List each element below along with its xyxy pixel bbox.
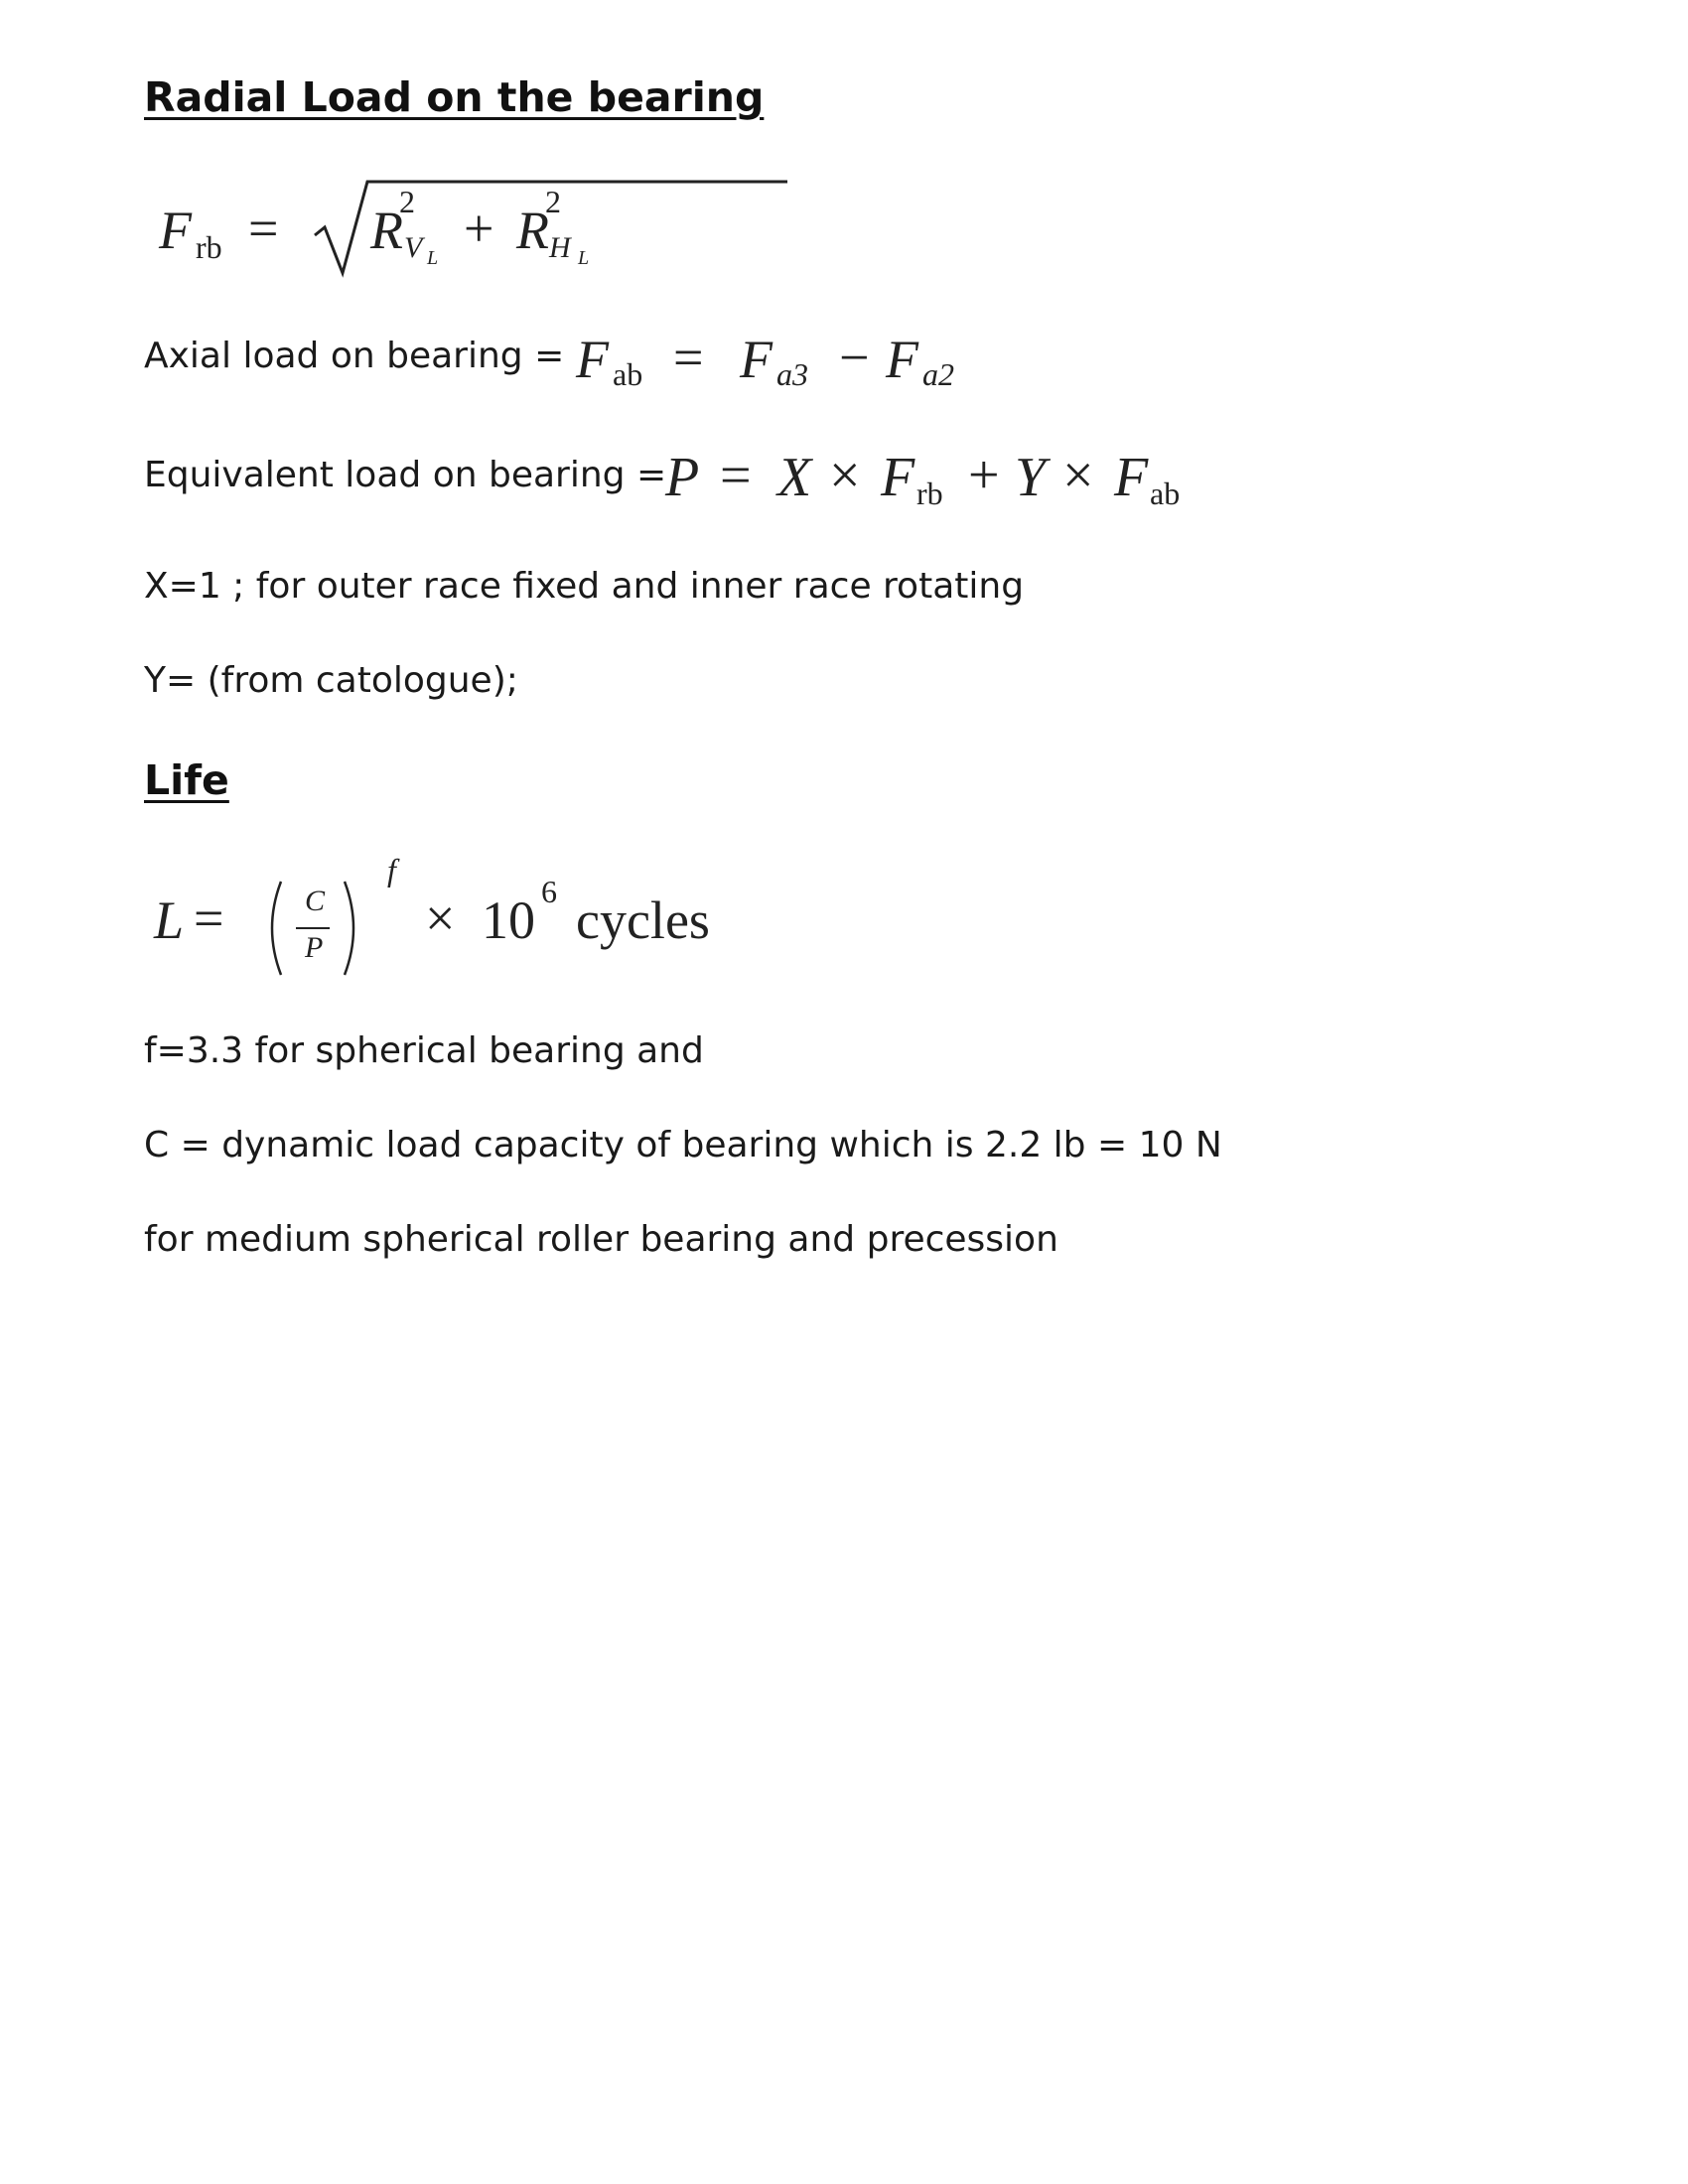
y-symbol: Y: [1015, 447, 1047, 508]
ten-base: 10: [482, 890, 535, 950]
radial-load-formula: [154, 174, 650, 293]
fa3-subscript: a3: [776, 356, 808, 392]
six-exponent: 6: [541, 874, 557, 909]
minus-sign: −: [839, 328, 870, 387]
fab-symbol: F: [576, 330, 609, 389]
cycles-unit: cycles: [576, 890, 710, 950]
p-symbol: P: [665, 447, 700, 508]
rh-superscript: 2: [545, 184, 561, 219]
rv-subsubscript: L: [427, 247, 439, 269]
equals-sign: =: [248, 199, 279, 258]
x-value-note: X=1 ; for outer race fixed and inner race rotating: [144, 566, 1025, 607]
equals-sign: =: [720, 445, 752, 506]
times-sign: ×: [425, 888, 456, 948]
frb-subscript: rb: [196, 229, 222, 265]
equals-sign: =: [673, 328, 704, 387]
rh-subscript: H: [549, 231, 571, 264]
equivalent-load-formula: [665, 445, 1221, 524]
life-heading: Life: [144, 756, 229, 804]
fab-subscript: ab: [613, 356, 643, 392]
rh-subsubscript: L: [578, 247, 590, 269]
plus-sign: +: [464, 199, 494, 258]
rv-subscript: V: [404, 231, 423, 264]
rh-symbol: R: [516, 201, 549, 260]
x-symbol: X: [777, 447, 812, 508]
rv-symbol: R: [370, 201, 403, 260]
life-formula: [154, 854, 750, 993]
medium-bearing-note: for medium spherical roller bearing and precession: [144, 1219, 1058, 1260]
f-value-note: f=3.3 for spherical bearing and: [144, 1030, 704, 1071]
fa2-symbol: F: [886, 330, 918, 389]
c-numerator: C: [305, 885, 326, 917]
l-symbol: L: [154, 890, 185, 950]
fa2-subscript: a2: [922, 356, 954, 392]
times-sign: ×: [829, 445, 861, 506]
c-value-note: C = dynamic load capacity of bearing which is 2.2 lb = 10 N: [144, 1125, 1222, 1165]
f-exponent: f: [387, 852, 396, 887]
equivalent-load-label: Equivalent load on bearing =: [144, 455, 667, 495]
fab-symbol: F: [1114, 447, 1149, 508]
equals-sign: =: [194, 888, 224, 948]
frb-symbol: F: [159, 201, 192, 260]
axial-load-formula: [576, 328, 993, 407]
frb-subscript: rb: [916, 476, 943, 511]
times-sign: ×: [1062, 445, 1094, 506]
radial-load-heading: Radial Load on the bearing: [144, 73, 765, 121]
y-value-note: Y= (from catologue);: [144, 660, 518, 701]
plus-sign: +: [968, 445, 1000, 506]
axial-load-label: Axial load on bearing =: [144, 336, 565, 376]
fa3-symbol: F: [740, 330, 773, 389]
p-denominator: P: [305, 931, 324, 964]
rv-superscript: 2: [399, 184, 415, 219]
fab-subscript: ab: [1150, 476, 1181, 511]
frb-symbol: F: [881, 447, 915, 508]
